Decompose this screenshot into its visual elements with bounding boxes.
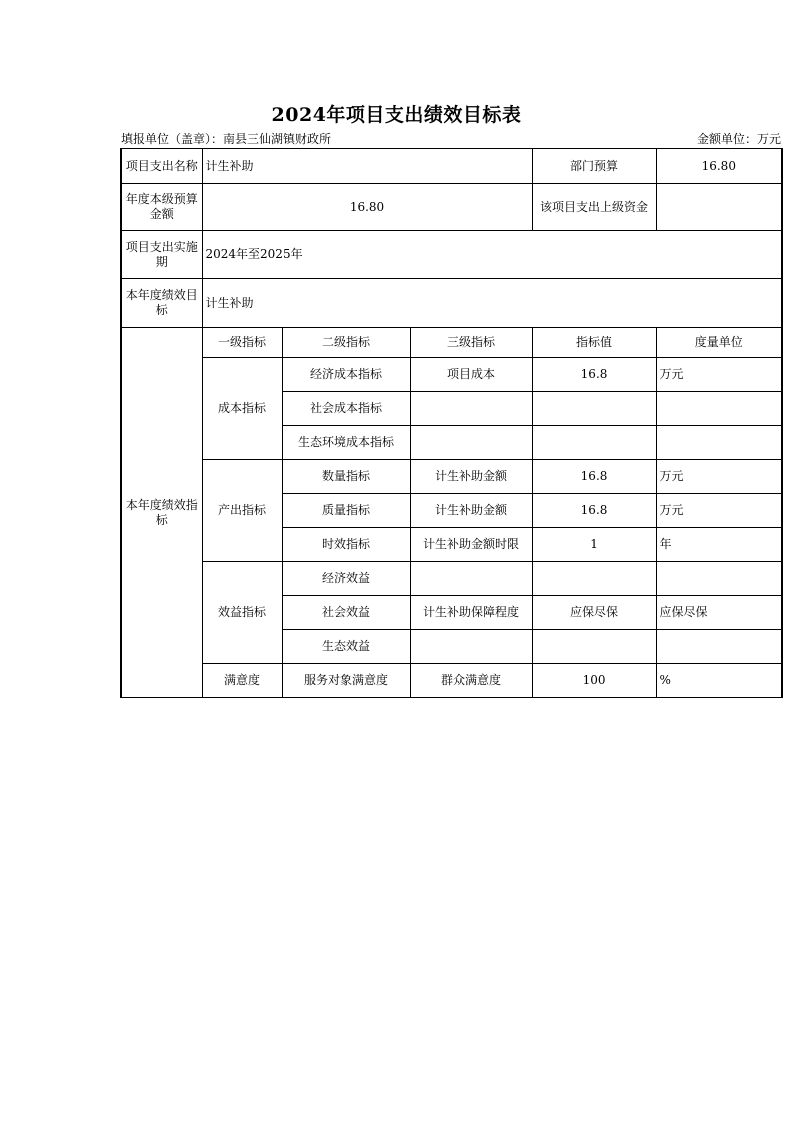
column-header: 度量单位 (656, 328, 782, 358)
level2-cell: 质量指标 (282, 494, 410, 528)
annual-budget-row (121, 184, 782, 231)
value-cell (532, 392, 656, 426)
level3-cell (410, 630, 532, 664)
level1-cell: 成本指标 (202, 358, 282, 460)
unit-cell: 万元 (656, 358, 782, 392)
project-name-value: 计生补助 (202, 149, 532, 184)
level2-cell: 社会成本指标 (282, 392, 410, 426)
period-row (121, 231, 782, 279)
unit-cell (656, 630, 782, 664)
level2-cell: 生态效益 (282, 630, 410, 664)
value-cell (532, 562, 656, 596)
table-row (121, 562, 782, 596)
performance-table (120, 148, 783, 698)
level1-cell: 产出指标 (202, 460, 282, 562)
level3-cell: 计生补助金额时限 (410, 528, 532, 562)
column-header: 二级指标 (282, 328, 410, 358)
upper-funds-value (656, 184, 782, 231)
value-cell: 应保尽保 (532, 596, 656, 630)
annual-budget-label: 年度本级预算金额 (121, 184, 202, 231)
level3-cell: 计生补助金额 (410, 494, 532, 528)
annual-goal-label: 本年度绩效目标 (121, 279, 202, 328)
column-header: 一级指标 (202, 328, 282, 358)
unit-cell: 年 (656, 528, 782, 562)
amount-unit: 金额单位：万元 (696, 132, 781, 146)
level3-cell (410, 562, 532, 596)
level2-cell: 生态环境成本指标 (282, 426, 410, 460)
level3-cell: 项目成本 (410, 358, 532, 392)
period-value: 2024年至2025年 (202, 231, 782, 279)
value-cell: 100 (532, 664, 656, 698)
level2-cell: 服务对象满意度 (282, 664, 410, 698)
level2-cell: 数量指标 (282, 460, 410, 494)
unit-cell: % (656, 664, 782, 698)
dept-budget-label: 部门预算 (532, 149, 656, 184)
value-cell (532, 426, 656, 460)
level1-cell: 效益指标 (202, 562, 282, 664)
upper-funds-label: 该项目支出上级资金 (532, 184, 656, 231)
level3-cell: 群众满意度 (410, 664, 532, 698)
level2-cell: 社会效益 (282, 596, 410, 630)
project-name-label: 项目支出名称 (121, 149, 202, 184)
level2-cell: 经济成本指标 (282, 358, 410, 392)
value-cell: 1 (532, 528, 656, 562)
value-cell: 16.8 (532, 494, 656, 528)
unit-cell: 万元 (656, 460, 782, 494)
level3-cell (410, 392, 532, 426)
column-header: 指标值 (532, 328, 656, 358)
indicator-header-row (121, 328, 782, 358)
level2-cell: 经济效益 (282, 562, 410, 596)
value-cell: 16.8 (532, 358, 656, 392)
dept-budget-value: 16.80 (656, 149, 782, 184)
unit-cell: 万元 (656, 494, 782, 528)
level3-cell: 计生补助保障程度 (410, 596, 532, 630)
value-cell: 16.8 (532, 460, 656, 494)
table-row (121, 358, 782, 392)
annual-budget-value: 16.80 (202, 184, 532, 231)
column-header: 三级指标 (410, 328, 532, 358)
value-cell (532, 630, 656, 664)
level3-cell: 计生补助金额 (410, 460, 532, 494)
period-label: 项目支出实施期 (121, 231, 202, 279)
unit-cell (656, 562, 782, 596)
project-name-row (121, 149, 782, 184)
unit-cell: 应保尽保 (656, 596, 782, 630)
table-row (121, 664, 782, 698)
reporting-unit: 填报单位（盖章）：南县三仙湖镇财政所 (121, 132, 332, 146)
page-title: 2024年项目支出绩效目标表 (271, 104, 522, 126)
unit-cell (656, 426, 782, 460)
indicator-section-label: 本年度绩效指标 (121, 328, 202, 698)
unit-cell (656, 392, 782, 426)
annual-goal-row (121, 279, 782, 328)
level2-cell: 时效指标 (282, 528, 410, 562)
level1-cell: 满意度 (202, 664, 282, 698)
annual-goal-value: 计生补助 (202, 279, 782, 328)
table-row (121, 460, 782, 494)
level3-cell (410, 426, 532, 460)
